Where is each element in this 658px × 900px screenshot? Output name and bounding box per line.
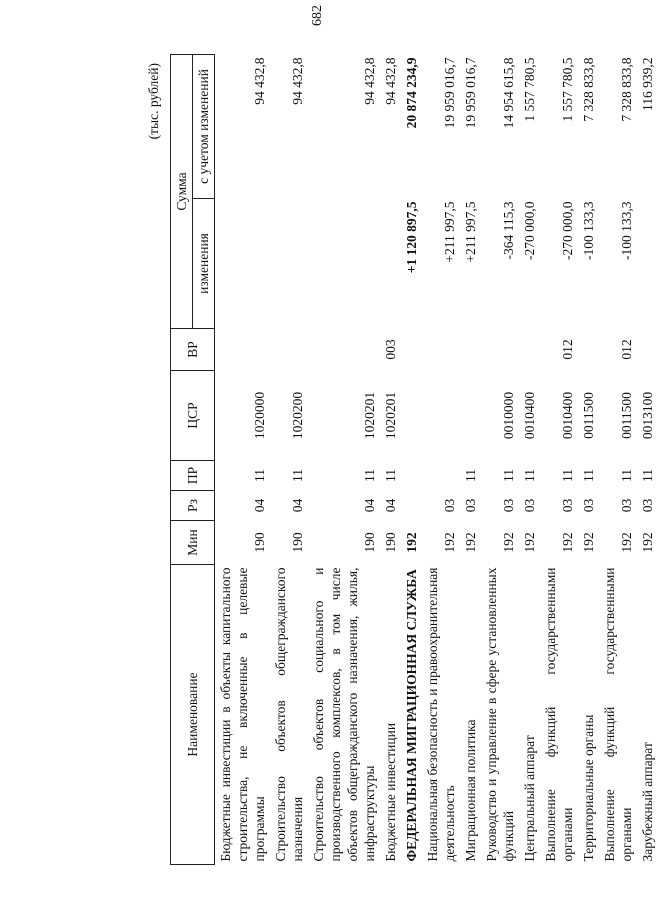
row-total: 94 432,8 [383,57,398,105]
row-vr [460,329,481,371]
row-changes: -364 115,3 [501,201,516,260]
row-changes: +211 997,5 [442,201,457,263]
row-pr: 11 [640,469,655,482]
table-row [637,54,658,864]
row-total: 1 557 780,5 [560,57,575,122]
row-total: 94 432,8 [290,57,305,105]
table-row [270,54,308,864]
row-total: 7 328 833,8 [619,57,634,122]
row-pr: 11 [362,469,377,482]
row-csr: 1020201 [383,391,398,440]
row-pr: 11 [560,469,575,482]
row-min: 190 [252,532,267,553]
row-rz [401,491,422,521]
row-total: 19 959 016,7 [463,57,478,129]
row-rz: 03 [619,498,634,513]
row-name: Руководство и управление в сфере установленных функций [484,567,516,862]
row-vr [637,329,658,371]
table-row [519,54,540,864]
row-name: Центральный аппарат [522,735,537,862]
row-vr [308,329,380,371]
row-rz: 03 [501,498,516,513]
row-changes: -270 000,0 [522,201,537,260]
row-changes: -100 133,3 [581,201,596,260]
row-csr [460,371,481,461]
row-min: 192 [501,532,516,553]
table-body [215,54,658,864]
row-total: 7 328 833,8 [581,57,596,122]
row-rz: 03 [522,498,537,513]
row-name: Строительство объектов общегражданского назначения [273,567,305,862]
row-name: Национальная безопасность и правоохранительная деятельность [425,567,457,862]
row-pr: 11 [619,469,634,482]
row-changes [215,199,271,329]
row-changes [637,199,658,329]
row-total: 14 954 615,8 [501,57,516,129]
row-min: 190 [290,532,305,553]
units-label: (тыс. рублей) [146,63,161,140]
row-rz: 03 [463,498,478,513]
table-row [308,54,380,864]
row-name: Территориальные органы [581,714,596,862]
row-vr: 012 [619,339,634,360]
budget-table [170,54,658,865]
row-csr: 1020000 [252,391,267,440]
table-row [460,54,481,864]
row-total: 116 939,2 [640,57,655,111]
rotated-table-page [146,55,655,865]
row-min: 190 [362,532,377,553]
row-changes: -270 000,0 [560,201,575,260]
row-vr: 003 [383,339,398,360]
table-row [422,54,460,864]
row-name: Бюджетные инвестиции [383,722,398,862]
row-min: 192 [640,532,655,553]
row-csr [401,371,422,461]
row-min: 192 [442,532,457,553]
row-pr: 11 [463,469,478,482]
table-row [540,54,578,864]
table-row [599,54,637,864]
row-vr [401,329,422,371]
row-name: Бюджетные инвестиции в объекты капитального строительства, не включенные в целевые программы [218,567,267,862]
row-total: 94 432,8 [252,57,267,105]
row-pr [401,461,422,491]
row-rz: 04 [383,498,398,513]
header-min: Мин [171,521,215,565]
row-min: 192 [560,532,575,553]
row-pr [422,461,460,491]
header-with-changes: с учетом изменений [193,54,215,198]
row-name: Выполнение функций государственными органами [543,567,575,862]
header-pr: ПР [171,461,215,491]
row-name: ФЕДЕРАЛЬНАЯ МИГРАЦИОННАЯ СЛУЖБА [404,569,419,862]
row-vr [481,329,519,371]
row-min: 192 [619,532,634,553]
table-row [380,54,401,864]
row-vr [578,329,599,371]
row-total: 20 874 234,9 [404,57,419,129]
row-rz: 03 [442,498,457,513]
row-csr: 0010400 [560,391,575,440]
row-vr [422,329,460,371]
row-min: 192 [581,532,596,553]
row-csr: 0011500 [619,392,634,439]
table-row [481,54,519,864]
table-row [578,54,599,864]
row-vr [270,329,308,371]
row-rz: 03 [581,498,596,513]
row-name: Строительство объектов социального и производственного комплексов, в том числе объектов общегражданского назначения, жилья, инфраструктуры [311,567,377,862]
row-pr: 11 [501,469,516,482]
row-csr: 1020201 [362,391,377,440]
header-csr: ЦСР [171,371,215,461]
page-number: 682 [310,5,325,26]
header-changes: изменения [193,199,215,329]
row-changes: -100 133,3 [619,201,634,260]
row-vr: 012 [560,339,575,360]
row-total: 19 959 016,7 [442,57,457,129]
row-pr: 11 [252,469,267,482]
row-changes [270,199,308,329]
header-vr: ВР [171,329,215,371]
header-sum: Сумма [171,54,193,328]
row-csr [422,371,460,461]
row-csr: 1020200 [290,391,305,440]
table-row [215,54,271,864]
row-min: 192 [404,532,419,553]
row-name: Зарубежный аппарат [640,742,655,862]
header-rz: Рз [171,491,215,521]
row-csr: 0010400 [522,391,537,440]
header-name: Наименование [171,565,215,865]
row-total: 1 557 780,5 [522,57,537,122]
row-rz: 04 [290,498,305,513]
row-changes: +1 120 897,5 [404,201,419,274]
row-vr [519,329,540,371]
row-changes: +211 997,5 [463,201,478,263]
row-csr: 0011500 [581,392,596,439]
row-pr: 11 [290,469,305,482]
row-rz: 04 [252,498,267,513]
row-csr: 0010000 [501,391,516,440]
row-rz: 03 [560,498,575,513]
row-pr: 11 [522,469,537,482]
row-csr: 0013100 [640,391,655,440]
row-rz: 04 [362,498,377,513]
row-pr: 11 [383,469,398,482]
row-name: Миграционная политика [463,719,478,862]
row-vr [215,329,271,371]
row-total: 94 432,8 [362,57,377,105]
table-row [401,54,422,864]
row-min: 192 [522,532,537,553]
row-min: 192 [463,532,478,553]
row-min: 190 [383,532,398,553]
row-changes [380,199,401,329]
row-rz: 03 [640,498,655,513]
row-changes [308,199,380,329]
row-pr: 11 [581,469,596,482]
table-header [171,54,215,864]
row-name: Выполнение функций государственными органами [602,567,634,862]
